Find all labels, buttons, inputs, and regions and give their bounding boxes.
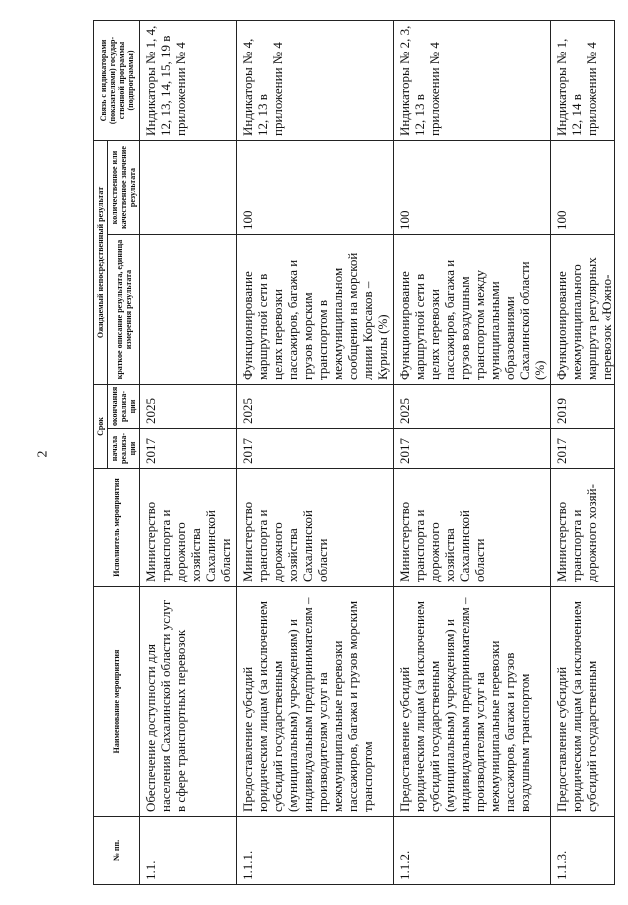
cell-num: 1.1.2. (394, 817, 551, 885)
cell-num: 1.1. (140, 817, 237, 885)
cell-end: 2025 (394, 385, 551, 429)
cell-end: 2025 (140, 385, 237, 429)
cell-desc: Функционирование маршрутной сети в целях перевозки пассажиров, багажа и грузов морским транспортом в межмуниципальном сообщении на морской линии Корсаков – Курилы (%) (237, 235, 394, 385)
header-start: начала реализа-ции (108, 429, 140, 469)
header-result-desc: краткое описание результата, единица измерения результата (108, 235, 140, 385)
measures-table (93, 20, 615, 885)
cell-value: 100 (237, 141, 394, 235)
cell-link: Индикаторы № 1, 12, 14 в приложении № 4 (551, 21, 615, 141)
header-end: окончания реализа-ции (108, 385, 140, 429)
cell-start: 2017 (394, 429, 551, 469)
table-row (551, 21, 615, 885)
cell-link: Индикаторы № 4, 12, 13 в приложении № 4 (237, 21, 394, 141)
table-row (237, 21, 394, 885)
cell-executor: Министерство транспорта и дорожного хозяйства Сахалинской области (237, 469, 394, 587)
cell-name: Предоставление субсидий юридическим лицам (за исключением субсидий государственным (муниципальным) учреждениям) и индивидуальным предпринимателям – производителям услуг на межмуниципальные перевозки пассажиров, багажа и грузов воздушным транспортом (394, 587, 551, 817)
header-row (94, 21, 108, 885)
cell-link: Индикаторы № 1, 4, 12, 13, 14, 15, 19 в приложении № 4 (140, 21, 237, 141)
cell-end: 2025 (237, 385, 394, 429)
cell-value: 100 (551, 141, 615, 235)
cell-value: 100 (394, 141, 551, 235)
cell-name: Обеспечение доступности для населения Сахалинской области услуг в сфере транспортных перевозок (140, 587, 237, 817)
cell-start: 2017 (237, 429, 394, 469)
cell-num: 1.1.1. (237, 817, 394, 885)
cell-link: Индикаторы № 2, 3, 12, 13 в приложении № 4 (394, 21, 551, 141)
cell-start: 2017 (140, 429, 237, 469)
header-result: Ожидаемый непосредственный результат (94, 141, 108, 385)
cell-desc: Функционирование межмуниципального маршрута регулярных перевозок «Южно- (551, 235, 615, 385)
header-name: Наименование мероприятия (94, 587, 140, 817)
header-result-value: количественное или качественное значение результата (108, 141, 140, 235)
table-row (394, 21, 551, 885)
cell-desc (140, 235, 237, 385)
cell-executor: Министерство транспорта и дорожного хозяйства Сахалинской области (394, 469, 551, 587)
cell-name: Предоставление субсидий юридическим лицам (за исключением субсидий государственным (муниципальным) учреждениям) и индивидуальным предпринимателям – производителям услуг на межмуниципальные перевозки пассажиров, багажа и грузов морским транспортом (237, 587, 394, 817)
header-num: № пп. (94, 817, 140, 885)
cell-value (140, 141, 237, 235)
header-link: Связь с индикаторами (показателями) государ-ственной программы (подпрограммы) (94, 21, 140, 141)
cell-start: 2017 (551, 429, 615, 469)
table-row (140, 21, 237, 885)
header-executor: Исполнитель мероприятия (94, 469, 140, 587)
cell-num: 1.1.3. (551, 817, 615, 885)
cell-desc: Функционирование маршрутной сети в целях перевозки пассажиров, багажа и грузов воздушным транспортом между муниципальными образованиями Сахалинской области (%) (394, 235, 551, 385)
cell-name: Предоставление субсидий юридическим лицам (за исключением субсидий государственным (551, 587, 615, 817)
header-term: Срок (94, 385, 108, 469)
cell-executor: Министерство транспорта и дорожного хозяй- (551, 469, 615, 587)
page-number: 2 (35, 450, 51, 458)
cell-end: 2019 (551, 385, 615, 429)
rotated-table-container (93, 0, 614, 885)
cell-executor: Министерство транспорта и дорожного хозяйства Сахалинской области (140, 469, 237, 587)
